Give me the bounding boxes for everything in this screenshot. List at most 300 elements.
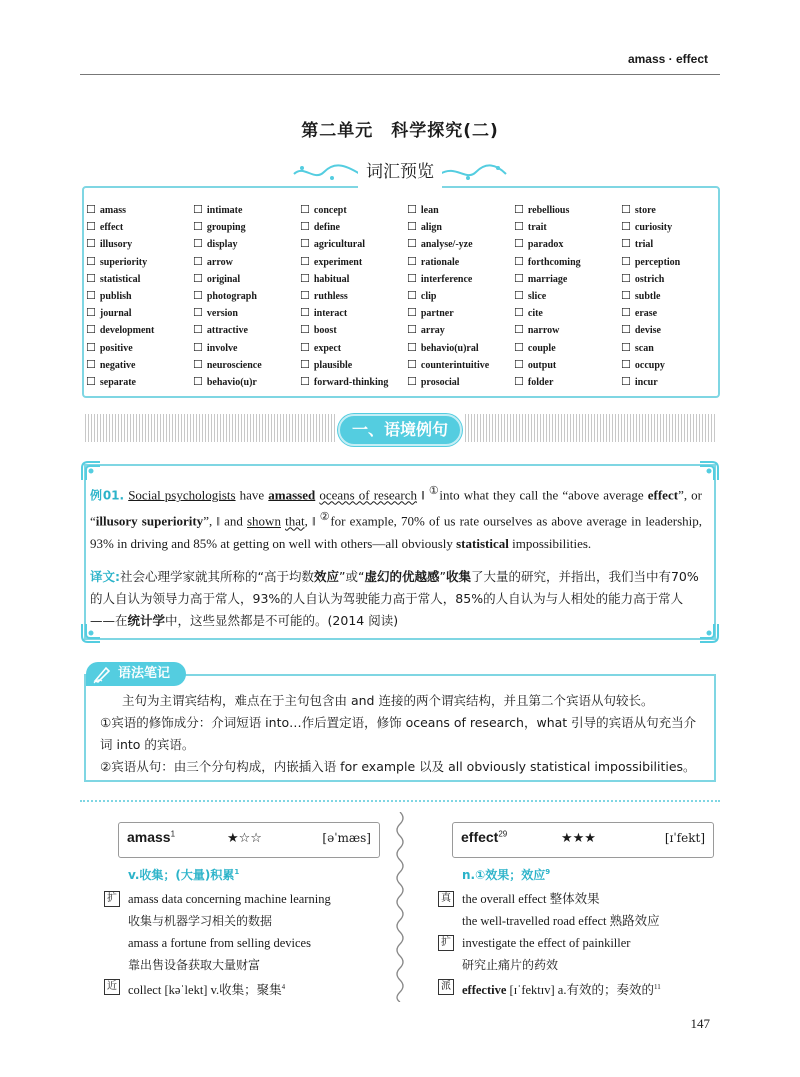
section-banner: 一、语境例句 xyxy=(338,414,462,446)
vocab-word: development xyxy=(99,325,155,337)
vocab-item xyxy=(300,253,407,270)
entry-line xyxy=(104,954,394,976)
keyword-effect: effect xyxy=(647,487,679,503)
vocab-item xyxy=(193,356,300,373)
grammar-note-main: 主句为主谓宾结构，难点在于主句包含由 and 连接的两个谓宾结构，并且第二个宾语从句较长。 xyxy=(122,693,654,708)
vocab-word: rebellious xyxy=(527,205,570,216)
vocab-word: arrow xyxy=(206,256,233,268)
vocab-item xyxy=(86,373,193,390)
vocab-item xyxy=(621,218,728,235)
sense-count: 9 xyxy=(545,868,551,876)
headword xyxy=(127,829,175,845)
vocab-item xyxy=(514,253,621,270)
checkbox-icon[interactable]: ☐ xyxy=(193,357,203,371)
grammar-note-2: ②宾语从句：由三个分句构成，内嵌插入语 for example 以及 all obviously statistical impossibilities。 xyxy=(100,759,696,774)
checkbox-icon[interactable]: ☐ xyxy=(300,357,310,371)
vocab-item xyxy=(193,201,300,218)
sense-definition xyxy=(128,866,239,883)
checkbox-icon[interactable]: ☐ xyxy=(621,288,631,302)
entry-line-text: amass data concerning machine learning xyxy=(128,892,331,906)
vocab-item xyxy=(86,218,193,235)
checkbox-icon[interactable]: ☐ xyxy=(300,203,310,216)
vocab-item xyxy=(193,339,300,356)
entry-tag-icon: 真 xyxy=(438,891,454,907)
checkbox-icon[interactable]: ☐ xyxy=(86,271,96,285)
vocab-item xyxy=(300,218,407,235)
phonetic: [əˈmæs] xyxy=(322,831,371,845)
vocab-word: align xyxy=(420,222,442,234)
vocab-item xyxy=(86,287,193,304)
vocab-word: superiority xyxy=(99,256,148,268)
checkbox-icon[interactable]: ☐ xyxy=(300,323,310,337)
checkbox-icon[interactable]: ☐ xyxy=(86,323,96,337)
grammar-note-1: ①宾语的修饰成分：介词短语 into…作后置定语，修饰 oceans of research，what 引导的宾语从句充当介词 into 的宾语。 xyxy=(100,715,697,752)
checkbox-icon[interactable]: ☐ xyxy=(621,237,631,251)
vocab-word: erase xyxy=(634,308,658,320)
checkbox-icon[interactable]: ☐ xyxy=(621,340,631,354)
vocab-word: publish xyxy=(99,290,132,302)
grammar-label: 语法笔记 xyxy=(118,666,171,681)
entry-line xyxy=(104,932,394,954)
vocab-word: boost xyxy=(313,325,337,337)
entry-line-text: [ɪˈfektɪv] a.有效的；奏效的 xyxy=(506,983,654,998)
checkbox-icon[interactable]: ☐ xyxy=(514,288,524,302)
vocab-word: marriage xyxy=(527,273,568,285)
vocab-item xyxy=(407,321,514,338)
vocab-word: subtle xyxy=(634,290,661,302)
entry-tag-icon: 扩 xyxy=(438,935,454,951)
subject-phrase: Social psychologists xyxy=(128,487,236,503)
vocab-word: expect xyxy=(313,342,342,354)
sense-definition xyxy=(462,866,550,883)
vocab-item xyxy=(193,304,300,321)
vocab-item xyxy=(300,287,407,304)
vocab-item xyxy=(300,356,407,373)
chain-divider-icon xyxy=(392,812,408,1002)
vocab-word: forward-thinking xyxy=(313,376,389,388)
vocab-item xyxy=(407,218,514,235)
running-header: amass · effect xyxy=(627,52,708,66)
grammar-notes xyxy=(100,690,700,778)
vocab-word: experiment xyxy=(313,256,363,268)
vocab-word: ostrich xyxy=(634,273,665,285)
vocab-word: behavio(u)r xyxy=(206,376,257,388)
vocab-word: counterintuitive xyxy=(420,359,490,371)
checkbox-icon[interactable]: ☐ xyxy=(514,220,524,234)
vocab-item xyxy=(514,339,621,356)
checkbox-icon[interactable]: ☐ xyxy=(193,288,203,302)
vocab-item xyxy=(86,356,193,373)
checkbox-icon[interactable]: ☐ xyxy=(193,340,203,354)
vocab-word: interference xyxy=(420,273,473,285)
dotted-divider xyxy=(80,800,720,802)
vocab-word: attractive xyxy=(206,325,248,337)
checkbox-icon[interactable]: ☐ xyxy=(407,374,417,388)
vocab-word: folder xyxy=(527,376,554,388)
vocab-word: photograph xyxy=(206,290,257,302)
vocab-item xyxy=(621,253,728,270)
entry-header-amass xyxy=(118,822,380,858)
checkbox-icon[interactable]: ☐ xyxy=(621,271,631,285)
vocab-item xyxy=(514,304,621,321)
vocab-word: agricultural xyxy=(313,239,365,251)
vocab-item xyxy=(621,287,728,304)
entry-line-count: 4 xyxy=(281,983,286,991)
checkbox-icon[interactable]: ☐ xyxy=(86,220,96,234)
checkbox-icon[interactable]: ☐ xyxy=(514,306,524,320)
checkbox-icon[interactable]: ☐ xyxy=(300,271,310,285)
vocab-word: cite xyxy=(527,308,543,320)
checkbox-icon[interactable]: ☐ xyxy=(407,203,417,216)
checkbox-icon[interactable]: ☐ xyxy=(300,340,310,354)
vocab-item xyxy=(407,373,514,390)
checkbox-icon[interactable]: ☐ xyxy=(300,220,310,234)
frequency: 1 xyxy=(170,829,176,839)
page-number: 147 xyxy=(690,1016,710,1031)
vocab-item xyxy=(86,339,193,356)
vocab-item xyxy=(407,201,514,218)
checkbox-icon[interactable]: ☐ xyxy=(621,357,631,371)
checkbox-icon[interactable]: ☐ xyxy=(514,237,524,251)
entry-lines-amass xyxy=(104,888,394,998)
text: impossibilities. xyxy=(508,535,592,551)
example-translation xyxy=(90,566,702,632)
vocab-item xyxy=(300,235,407,252)
vocab-word: array xyxy=(420,325,445,337)
entry-line-text: the well-travelled road effect 熟路效应 xyxy=(462,914,660,928)
vocab-item xyxy=(621,304,728,321)
vocab-word: paradox xyxy=(527,239,564,251)
vocab-item xyxy=(193,287,300,304)
vocab-item xyxy=(300,339,407,356)
checkbox-icon[interactable]: ☐ xyxy=(621,374,631,388)
headword xyxy=(461,829,507,845)
headword-text: effect xyxy=(461,829,499,845)
ornament-left-icon xyxy=(292,160,362,184)
sense-count: 1 xyxy=(234,868,240,876)
text: ”, or “ xyxy=(90,487,702,529)
vocab-word: analyse/-yze xyxy=(420,239,473,251)
star-rating: ★☆☆ xyxy=(227,831,262,846)
entry-line-text: collect [kəˈlekt] v.收集；聚集 xyxy=(128,983,282,998)
entry-line xyxy=(104,976,394,998)
checkbox-icon[interactable]: ☐ xyxy=(193,254,203,268)
vocab-word: interact xyxy=(313,308,348,320)
entry-lines-effect xyxy=(438,888,728,998)
text: have xyxy=(235,487,269,503)
verb-shown: shown xyxy=(247,513,281,529)
vocab-word: store xyxy=(634,205,656,216)
vocab-word: rationale xyxy=(420,256,460,268)
vocab-item xyxy=(621,339,728,356)
vocab-word: partner xyxy=(420,308,454,320)
checkbox-icon[interactable]: ☐ xyxy=(514,271,524,285)
phonetic: [ɪˈfekt] xyxy=(664,831,705,845)
marker-2: ② xyxy=(319,511,331,524)
checkbox-icon[interactable]: ☐ xyxy=(300,374,310,388)
vocab-word: lean xyxy=(420,205,439,216)
text: 效应 xyxy=(313,569,339,584)
vocab-word: effect xyxy=(99,222,124,234)
vocab-word: output xyxy=(527,359,557,371)
checkbox-icon[interactable]: ☐ xyxy=(407,306,417,320)
vocab-item xyxy=(514,270,621,287)
vocab-word: curiosity xyxy=(634,222,673,234)
text: ” xyxy=(439,569,446,584)
vocab-item xyxy=(514,218,621,235)
checkbox-icon[interactable]: ☐ xyxy=(300,237,310,251)
entry-line-text: 研究止痛片的药效 xyxy=(462,958,559,972)
entry-line xyxy=(438,976,728,998)
checkbox-icon[interactable]: ☐ xyxy=(86,357,96,371)
vocab-item xyxy=(621,373,728,390)
checkbox-icon[interactable]: ☐ xyxy=(300,254,310,268)
entry-line xyxy=(438,910,728,932)
vocab-item xyxy=(407,235,514,252)
vocab-word: version xyxy=(206,308,238,320)
vocab-word: clip xyxy=(420,290,437,302)
entry-header-effect xyxy=(452,822,714,858)
checkbox-icon[interactable]: ☐ xyxy=(514,254,524,268)
vocab-item xyxy=(86,270,193,287)
vocab-item xyxy=(193,218,300,235)
checkbox-icon[interactable]: ☐ xyxy=(621,306,631,320)
vocab-item xyxy=(193,253,300,270)
vocab-item xyxy=(407,356,514,373)
ornament-right-icon xyxy=(438,160,508,184)
vocab-word: illusory xyxy=(99,239,133,251)
checkbox-icon[interactable]: ☐ xyxy=(407,220,417,234)
entry-line xyxy=(438,888,728,910)
checkbox-icon[interactable]: ☐ xyxy=(407,323,417,337)
vocab-item xyxy=(621,321,728,338)
vocab-item xyxy=(407,253,514,270)
entry-line-text: the overall effect 整体效果 xyxy=(462,892,600,906)
vocab-item xyxy=(193,235,300,252)
vocab-item xyxy=(193,270,300,287)
text: ”, ‖ and xyxy=(203,513,247,529)
checkbox-icon[interactable]: ☐ xyxy=(86,306,96,320)
vocab-word: intimate xyxy=(206,205,243,216)
star-rating: ★★★ xyxy=(561,831,596,846)
checkbox-icon[interactable]: ☐ xyxy=(193,374,203,388)
header-rule xyxy=(80,74,720,75)
vocab-item xyxy=(407,339,514,356)
grammar-tab xyxy=(86,662,186,686)
vocab-word: positive xyxy=(99,342,133,354)
checkbox-icon[interactable]: ☐ xyxy=(621,254,631,268)
vocab-heading-area xyxy=(270,154,530,190)
vocab-word: define xyxy=(313,222,340,234)
checkbox-icon[interactable]: ☐ xyxy=(86,288,96,302)
text: 中，这些显然都是不可能的。(2014 阅读) xyxy=(165,613,399,628)
vocab-word: trial xyxy=(634,239,654,251)
vocab-item xyxy=(300,373,407,390)
checkbox-icon[interactable]: ☐ xyxy=(86,374,96,388)
checkbox-icon[interactable]: ☐ xyxy=(514,203,524,216)
vocab-item xyxy=(86,201,193,218)
vocab-word: trait xyxy=(527,222,547,234)
vocab-item xyxy=(514,201,621,218)
checkbox-icon[interactable]: ☐ xyxy=(407,340,417,354)
keyword-amassed: amassed xyxy=(268,487,316,503)
vocab-word: negative xyxy=(99,359,136,371)
vocab-item xyxy=(621,270,728,287)
vocab-item xyxy=(300,321,407,338)
text: 虚幻的优越感 xyxy=(364,569,440,584)
checkbox-icon[interactable]: ☐ xyxy=(407,288,417,302)
checkbox-icon[interactable]: ☐ xyxy=(86,254,96,268)
keyword-illusory-superiority: illusory superiority xyxy=(95,513,204,529)
text: into what they call the “above average xyxy=(439,487,648,503)
vocab-word: involve xyxy=(206,342,238,354)
checkbox-icon[interactable]: ☐ xyxy=(407,271,417,285)
vocab-word: amass xyxy=(99,205,126,216)
vocab-item xyxy=(193,321,300,338)
checkbox-icon[interactable]: ☐ xyxy=(407,254,417,268)
text: 统计学 xyxy=(127,613,166,628)
text: 社会心理学家就其所称的“高于均数 xyxy=(120,569,314,584)
checkbox-icon[interactable]: ☐ xyxy=(514,374,524,388)
entry-line-text: 靠出售设备获取大量财富 xyxy=(128,958,261,972)
checkbox-icon[interactable]: ☐ xyxy=(86,237,96,251)
vocab-item xyxy=(86,321,193,338)
entry-line-text: amass a fortune from selling devices xyxy=(128,936,311,950)
vocab-item xyxy=(407,287,514,304)
vocab-word: plausible xyxy=(313,359,353,371)
vocab-item xyxy=(300,201,407,218)
checkbox-icon[interactable]: ☐ xyxy=(86,340,96,354)
vocab-word: forthcoming xyxy=(527,256,581,268)
vocab-word: scan xyxy=(634,342,654,354)
vocab-item xyxy=(621,235,728,252)
text: 了大量的研究，并指出，我们当中有70%的人自认为领导力高于常人，93%的人自认为驾驶能力高于常人，85%的人自认为与人相处的能力高于常人——在 xyxy=(90,569,699,628)
vocab-word: concept xyxy=(313,205,347,216)
vocab-word: display xyxy=(206,239,238,251)
checkbox-icon[interactable]: ☐ xyxy=(193,271,203,285)
vocab-item xyxy=(300,270,407,287)
corner-ornament-icon xyxy=(698,460,720,482)
derived-word: effective xyxy=(462,983,507,998)
sense-text: v.收集；(大量)积累 xyxy=(128,868,235,882)
checkbox-icon[interactable]: ☐ xyxy=(193,220,203,234)
corner-ornament-icon xyxy=(80,460,102,482)
object-that: that xyxy=(285,513,305,529)
object-phrase: oceans of research xyxy=(319,487,418,503)
checkbox-icon[interactable]: ☐ xyxy=(621,203,631,216)
checkbox-icon[interactable]: ☐ xyxy=(514,357,524,371)
vocab-word: incur xyxy=(634,376,658,388)
marker-1: ① xyxy=(428,485,440,497)
vocab-item xyxy=(514,287,621,304)
vocab-word: narrow xyxy=(527,325,560,337)
checkbox-icon[interactable]: ☐ xyxy=(300,288,310,302)
text: ‖ xyxy=(417,487,429,503)
checkbox-icon[interactable]: ☐ xyxy=(621,220,631,234)
text: ”或“ xyxy=(339,569,365,584)
checkbox-icon[interactable]: ☐ xyxy=(621,323,631,337)
vocab-item xyxy=(300,304,407,321)
example-sentence xyxy=(90,480,702,555)
entry-line xyxy=(438,932,728,954)
vocab-grid xyxy=(86,201,726,391)
example-label: 例01. xyxy=(90,488,125,503)
translation-label: 译文: xyxy=(90,569,120,584)
checkbox-icon[interactable]: ☐ xyxy=(193,237,203,251)
vocab-item xyxy=(514,321,621,338)
checkbox-icon[interactable]: ☐ xyxy=(193,203,203,216)
entry-line xyxy=(438,954,728,976)
vocab-heading: 词汇预览 xyxy=(358,154,442,190)
entry-line xyxy=(104,910,394,932)
vocab-word: occupy xyxy=(634,359,665,371)
vocab-word: journal xyxy=(99,308,132,320)
entry-line-text: 收集与机器学习相关的数据 xyxy=(128,914,273,928)
vocab-word: perception xyxy=(634,256,681,268)
vocab-item xyxy=(86,304,193,321)
vocab-item xyxy=(407,270,514,287)
vocab-word: behavio(u)ral xyxy=(420,342,479,354)
entry-tag-icon: 近 xyxy=(104,979,120,995)
headword-text: amass xyxy=(127,829,171,845)
vocab-item xyxy=(86,235,193,252)
entry-line xyxy=(104,888,394,910)
vocab-word: habitual xyxy=(313,273,350,285)
unit-title: 第二单元 科学探究(二) xyxy=(301,121,499,141)
entry-tag-icon: 派 xyxy=(438,979,454,995)
banner-stripe-left xyxy=(85,414,335,442)
entry-line-count: 11 xyxy=(653,983,661,991)
entry-tag-icon: 扩 xyxy=(104,891,120,907)
entry-line-text: investigate the effect of painkiller xyxy=(462,936,631,950)
vocab-word: original xyxy=(206,273,241,285)
checkbox-icon[interactable]: ☐ xyxy=(86,203,96,216)
vocab-item xyxy=(621,356,728,373)
text: for example, 70% of us rate ourselves as above average in leadership, 93% in driving and 85% at getting on well with others—all obviously xyxy=(90,513,702,551)
vocab-item xyxy=(407,304,514,321)
checkbox-icon[interactable]: ☐ xyxy=(193,323,203,337)
banner-stripe-right xyxy=(465,414,715,442)
checkbox-icon[interactable]: ☐ xyxy=(514,340,524,354)
vocab-word: couple xyxy=(527,342,556,354)
vocab-item xyxy=(621,201,728,218)
vocab-word: grouping xyxy=(206,222,246,234)
vocab-word: devise xyxy=(634,325,661,337)
vocab-word: separate xyxy=(99,376,136,388)
vocab-word: statistical xyxy=(99,273,141,285)
vocab-item xyxy=(514,356,621,373)
checkbox-icon[interactable]: ☐ xyxy=(407,237,417,251)
checkbox-icon[interactable]: ☐ xyxy=(300,306,310,320)
keyword-statistical: statistical xyxy=(456,535,509,551)
vocab-item xyxy=(193,373,300,390)
text: , ‖ xyxy=(304,513,320,529)
frequency: 29 xyxy=(498,829,508,839)
checkbox-icon[interactable]: ☐ xyxy=(193,306,203,320)
text: 收集 xyxy=(445,569,471,584)
vocab-word: ruthless xyxy=(313,290,348,302)
checkbox-icon[interactable]: ☐ xyxy=(514,323,524,337)
vocab-word: neuroscience xyxy=(206,359,262,371)
checkbox-icon[interactable]: ☐ xyxy=(407,357,417,371)
sense-text: n.①效果；效应 xyxy=(462,868,546,882)
vocab-item xyxy=(514,235,621,252)
vocab-word: slice xyxy=(527,290,547,302)
vocab-item xyxy=(86,253,193,270)
pen-icon xyxy=(92,664,112,684)
vocab-item xyxy=(514,373,621,390)
vocab-word: prosocial xyxy=(420,376,460,388)
